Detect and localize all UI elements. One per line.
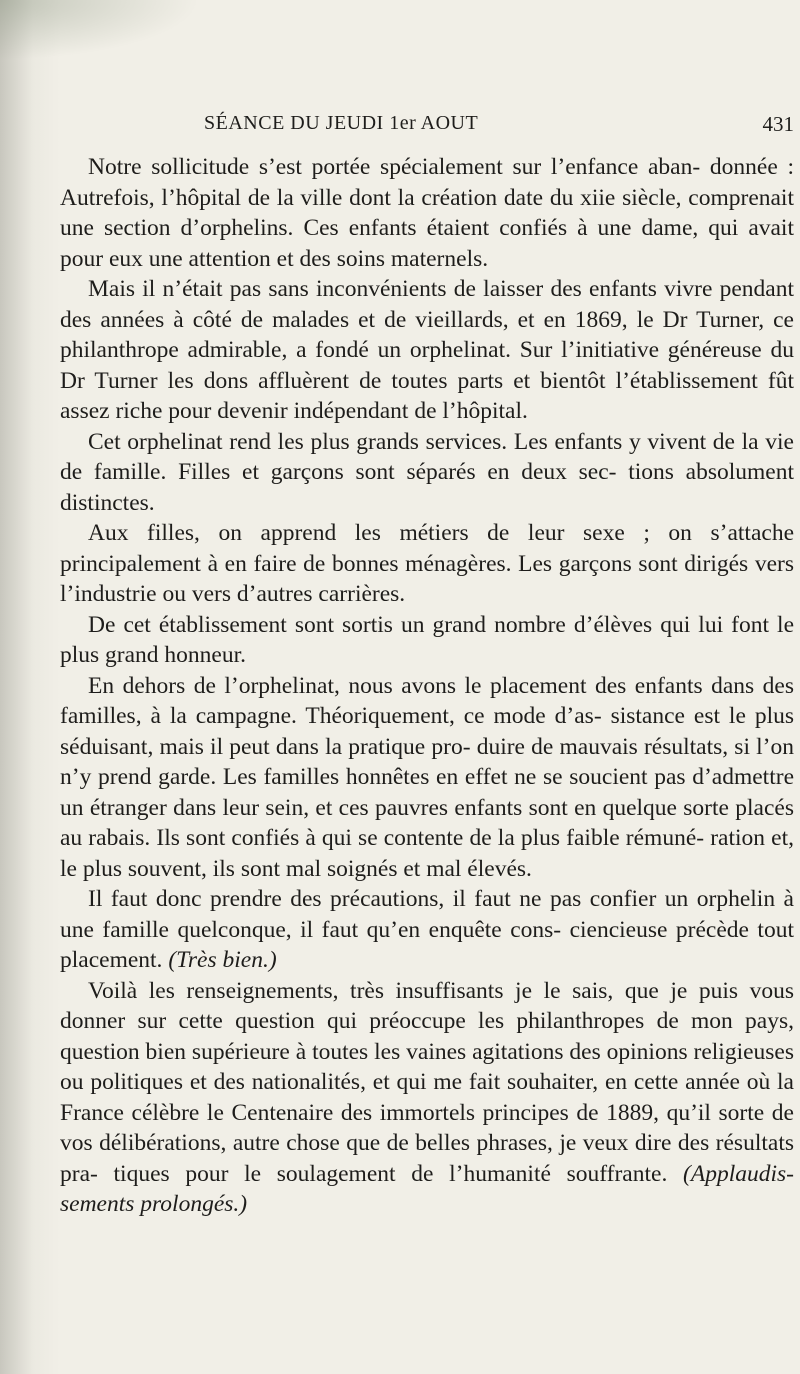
page-header	[204, 112, 794, 142]
audience-reaction: (Applaudis- sements prolongés.)	[60, 1160, 794, 1217]
paragraph-text: Voilà les renseignements, très insuffisants je le sais, que je puis vous donner sur cette question qui préoccupe les philanthropes de mon pays, question bien supérieure à toutes les vaines agitations des opinions religieuses ou politiques et des nationalités, et qui me fait souhaiter, en cette année où la France célèbre le Centenaire des immortels principes de 1889, qu’il sorte de vos délibérations, autre chose que de belles phrases, je veux dire des résultats pra- tiques pour le soulagement de l’humanité souffrante.	[60, 977, 794, 1187]
body-text	[60, 152, 794, 1220]
paragraph: En dehors de l’orphelinat, nous avons le placement des enfants dans des familles, à la campagne. Théoriquement, ce mode d’as- sistance est le plus séduisant, mais il peut dans la pratique pro- duire de mauvais résultats, si l’on n’y prend garde. Les familles honnêtes en effet ne se soucient pas d’admettre un étranger dans leur sein, et ces pauvres enfants sont en quelque sorte placés au rabais. Ils sont confiés à qui se contente de la plus faible rémuné- ration et, le plus souvent, ils sont mal soignés et mal élevés.	[60, 672, 794, 882]
page-edge-shadow	[0, 0, 60, 1374]
running-title: SÉANCE DU JEUDI 1er AOUT	[204, 112, 479, 134]
page-number: 431	[762, 112, 794, 136]
paragraph	[60, 884, 794, 976]
paragraph: De cet établissement sont sortis un grand nombre d’élèves qui lui font le plus grand honneur.	[60, 611, 794, 668]
paragraph-text: Il faut donc prendre des précautions, il faut ne pas confier un orphelin à une famille quelconque, il faut qu’en enquête cons- ciencieuse précède tout placement.	[60, 886, 794, 973]
paragraph: Notre sollicitude s’est portée spécialement sur l’enfance aban- donnée : Autrefois, l’hôpital de la ville dont la création date du xiie siècle, comprenait une section d’orphelins. Ces enfants étaient confiés à une dame, qui avait pour eux une attention et des soins maternels.	[60, 154, 794, 272]
paragraph: Aux filles, on apprend les métiers de leur sexe ; on s’attache principalement à en faire de bonnes ménagères. Les garçons sont dirigés vers l’industrie ou vers d’autres carrières.	[60, 520, 794, 607]
paragraph	[60, 976, 794, 1220]
page-corner-shadow	[0, 0, 200, 60]
paragraph: Cet orphelinat rend les plus grands services. Les enfants y vivent de la vie de famille. Filles et garçons sont séparés en deux sec- tions absolument distinctes.	[60, 428, 794, 516]
audience-reaction: (Très bien.)	[168, 947, 277, 973]
paragraph: Mais il n’était pas sans inconvénients de laisser des enfants vivre pendant des années à côté de malades et de vieillards, et en 1869, le Dr Turner, ce philanthrope admirable, a fondé un orphelinat. Sur l’initiative généreuse du Dr Turner les dons affluèrent de toutes parts et bientôt l’établissement fût assez riche pour devenir indépendant de l’hôpital.	[60, 276, 794, 424]
